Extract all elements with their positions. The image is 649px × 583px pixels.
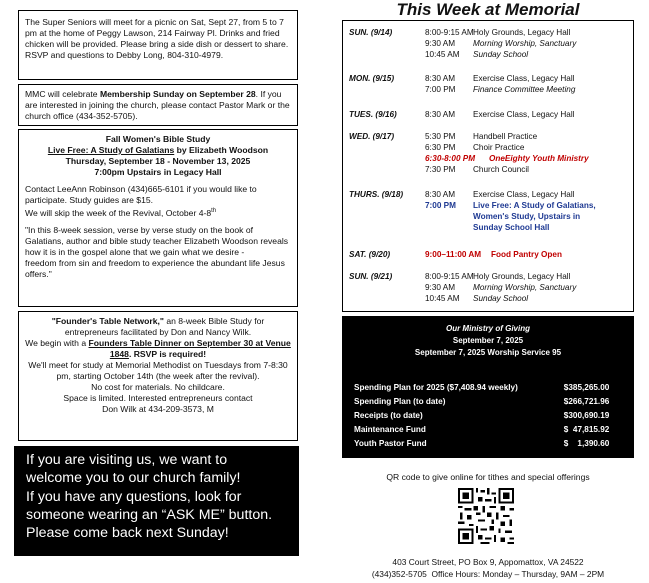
day-label: SAT. (9/20) [349, 250, 391, 259]
visitor-line: If you are visiting us, we want to [26, 452, 228, 468]
day-label: SUN. (9/21) [349, 272, 393, 281]
bible-study-time-place: 7:00pm Upstairs in Legacy Hall [94, 167, 222, 177]
founders-intro: an 8-week Bible Study for entrepreneurs facilitated by Don and Nancy Wilk. [64, 316, 265, 337]
event-time: 8:00-9:15 AM [425, 272, 474, 281]
visitor-line: If you have any questions, look for [26, 488, 242, 505]
event-desc: OneEighty Youth Ministry [489, 154, 589, 163]
giving-service: September 7, 2025 Worship Service 95 [414, 348, 562, 357]
giving-value: $ 47,815.92 [563, 424, 610, 434]
table-row [354, 408, 622, 422]
membership-announcement [18, 84, 298, 126]
bible-study-dates: Thursday, September 18 - November 13, 2025 [65, 156, 251, 166]
event-time: 9:30 AM [425, 283, 456, 292]
bible-study-author: by Elizabeth Woodson [174, 145, 269, 155]
event-time: 7:00 PM [425, 85, 456, 94]
founders-rsvp: . RSVP is required! [128, 349, 207, 359]
event-desc: Sunday School [473, 294, 529, 303]
bible-study-skip-week: We will skip the week of the Revival, October 4-8 [25, 207, 212, 218]
founders-begin: We begin with a [25, 338, 89, 348]
giving-label: Spending Plan for 2025 ($7,408.94 weekly) [354, 382, 518, 392]
giving-title: Our Ministry of Giving [445, 324, 530, 333]
event-time: 6:30 PM [425, 143, 456, 152]
event-time: 7:00 PM [425, 201, 456, 210]
table-row [354, 436, 622, 450]
founders-dinner: Founders Table Dinner on September 30 at Venue 1848 [88, 338, 291, 359]
day-label: TUES. (9/16) [349, 110, 397, 119]
event-time: 9:30 AM [425, 39, 456, 48]
event-desc: Food Pantry Open [491, 250, 562, 259]
giving-value: $ 1,390.60 [563, 438, 610, 448]
event-desc: Finance Committee Meeting [473, 85, 576, 94]
event-desc: Handbell Practice [473, 132, 538, 141]
visitor-welcome [14, 446, 299, 556]
founders-cost: No cost for materials. No childcare. [91, 382, 225, 392]
event-time: 8:30 AM [425, 74, 456, 83]
founders-contact: Don Wilk at 434-209-3573, M [102, 404, 214, 414]
membership-pre: MMC will celebrate [25, 89, 100, 99]
founders-title: "Founder's Table Network," [51, 316, 164, 326]
bible-study-title: Fall Women's Bible Study [105, 134, 211, 144]
visitor-line: Please come back next Sunday! [26, 525, 229, 542]
visitor-line: someone wearing an “ASK ME” button. [26, 506, 273, 523]
event-time: 8:30 AM [425, 110, 456, 119]
bible-study-skip-sup: th [211, 208, 217, 214]
event-desc: Holy Grounds, Legacy Hall [473, 28, 571, 37]
weekly-schedule [342, 20, 634, 312]
membership-post: . If you are interested in joining the church, please contact Pastor Mark or the church office (434-352-5705). [25, 89, 290, 121]
giving-panel [342, 316, 634, 458]
week-title: This Week at Memorial [396, 0, 580, 19]
visitor-line: welcome you to our church family! [26, 470, 241, 487]
day-label: MON. (9/15) [349, 74, 395, 83]
event-desc: Exercise Class, Legacy Hall [473, 74, 575, 83]
giving-value: $266,721.96 [563, 396, 610, 406]
founders-space: Space is limited. Interested entrepreneurs contact [63, 393, 253, 403]
giving-label: Spending Plan (to date) [354, 396, 446, 406]
event-time: 10:45 AM [425, 294, 460, 303]
event-time: 10:45 AM [425, 50, 460, 59]
event-time: 9:00–11:00 AM [425, 250, 482, 259]
membership-date: Membership Sunday on September 28 [99, 89, 256, 99]
event-desc: Exercise Class, Legacy Hall [473, 110, 575, 119]
founders-meet: We'll meet for study at Memorial Methodist on Tuesdays from 7-8:30 pm, starting October 14th (the week after the revival). [28, 360, 288, 381]
picnic-announcement [18, 10, 298, 80]
giving-label: Youth Pastor Fund [354, 438, 427, 448]
day-label: THURS. (9/18) [349, 190, 404, 199]
event-desc: Women's Study, Upstairs in [473, 212, 581, 221]
table-row [354, 380, 622, 394]
event-time: 5:30 PM [425, 132, 456, 141]
event-desc: Exercise Class, Legacy Hall [473, 190, 575, 199]
bible-study-book-title: Live Free: A Study of Galatians [47, 145, 175, 155]
event-time: 6:30-8:00 PM [425, 154, 476, 163]
event-desc: Sunday School [473, 50, 529, 59]
event-desc: Live Free: A Study of Galatians, [473, 201, 596, 210]
church-address [342, 556, 634, 580]
address-line-1: 403 Court Street, PO Box 9, Appomattox, VA 24522 [392, 557, 584, 567]
day-label: WED. (9/17) [349, 132, 395, 141]
bible-study-quote-2: freedom from sin and freedom to experience the abundant life Jesus offers." [25, 257, 285, 279]
address-line-2: (434)352-5705 Office Hours: Monday – Thursday, 9AM – 2PM [371, 569, 605, 579]
bible-study-contact: Contact LeeAnn Robinson (434)665-6101 if you would like to participate. Study guides are $15. [25, 184, 257, 205]
founders-table-announcement [18, 311, 298, 441]
day-label: SUN. (9/14) [349, 28, 393, 37]
giving-table [354, 380, 622, 450]
event-desc: Church Council [473, 165, 529, 174]
event-time: 8:30 AM [425, 190, 456, 199]
event-desc: Choir Practice [473, 143, 525, 152]
giving-label: Receipts (to date) [354, 410, 423, 420]
picnic-text: The Super Seniors will meet for a picnic on Sat, Sept 27, from 5 to 7 pm at the home of Peggy Lawson, 214 Fairway Pl. Drinks and fried chicken will be provided. Please bring a side dish or dessert to share. RSVP and questions to Debby Long, 804-310-4979. [25, 17, 289, 60]
giving-date: September 7, 2025 [452, 336, 524, 345]
qr-caption: QR code to give online for tithes and special offerings [386, 472, 590, 482]
event-desc: Holy Grounds, Legacy Hall [473, 272, 571, 281]
bible-study-quote-1: "In this 8-week session, verse by verse study on the book of Galatians, author and bible study teacher Elizabeth Woodson reveals how it is in the gospel alone that we gain what we desire - [25, 224, 289, 257]
giving-value: $385,265.00 [563, 382, 610, 392]
event-desc: Morning Worship, Sanctuary [473, 39, 577, 48]
event-desc: Morning Worship, Sanctuary [473, 283, 577, 292]
giving-label: Maintenance Fund [354, 424, 426, 434]
table-row [354, 422, 622, 436]
bible-study-announcement [18, 129, 298, 307]
event-desc: Sunday School Hall [473, 223, 550, 232]
qr-code-icon[interactable] [458, 488, 514, 544]
table-row [354, 394, 622, 408]
event-time: 8:00-9:15 AM [425, 28, 474, 37]
giving-value: $300,690.19 [563, 410, 610, 420]
event-time: 7:30 PM [425, 165, 456, 174]
